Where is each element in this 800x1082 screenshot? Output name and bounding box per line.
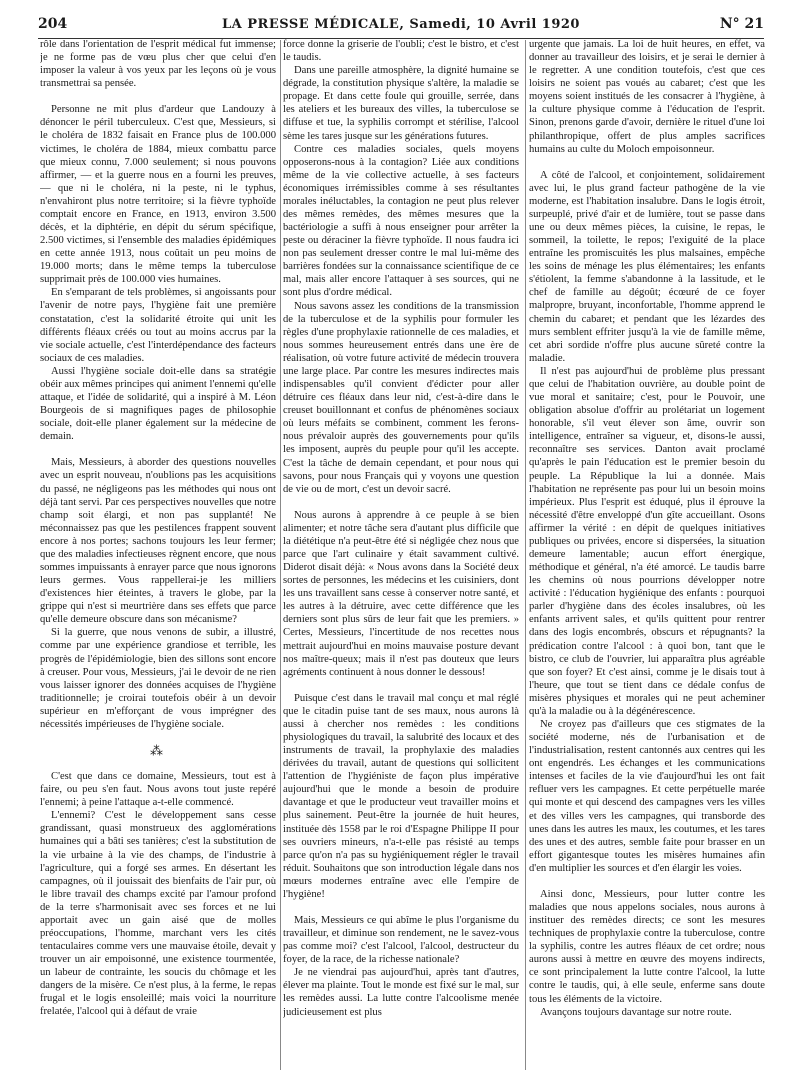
- paragraph: En s'emparant de tels problèmes, si angoissants pour l'avenir de notre pays, l'hygiène fait une première constatation, c'est la solidarité étroite qui unit les différents fléaux créés ou tout au moins accrus par la vie sociale actuelle, c'est l'interdépendance des facteurs sociaux de ces maladies.: [40, 287, 276, 364]
- page-number: 204: [38, 16, 68, 32]
- paragraph: force donne la griserie de l'oubli; c'est le bistro, et c'est le taudis.: [283, 39, 519, 64]
- paragraph: Je ne viendrai pas aujourd'hui, après tant d'autres, élever ma plainte. Tout le monde est fixé sur le mal, sur les remèdes aussi. La lutte contre l'alcoolisme menée judicieusement est plus: [283, 967, 519, 1018]
- paragraph: Contre ces maladies sociales, quels moyens opposerons-nous à la contagion? Liée aux conditions même de la vie collective actuelle, à ses facteurs économiques irrémissibles comme à ses résultantes morales inéluctables, la contagion ne peut plus relever des mêmes remèdes, des mêmes mesures que la bactériologie a suffi à nous enseigner pour arrêter la peste ou déraciner la fièvre typhoïde. Il nous faudra ici non pas seulement dresser contre le mal lui-même des barrières fondées sur la connaissance scientifique de ce mal, mais aller encore l'attaquer à ses sources, qui ne sont plus d'ordre médical.: [283, 143, 519, 299]
- paragraph: Ne croyez pas d'ailleurs que ces stigmates de la société moderne, nés de l'urbanisation et de l'industrialisation, restent cantonnés aux centres qui les ont engendrés. Les échanges et les communications intenses et faciles de la vie d'aujourd'hui les ont fait refluer vers les campagnes. Et cette perpétuelle marée qui monte et qui descend des campagnes vers les villes et des villes vers les campagnes, qui transborde des unes dans les autres les maux, les coutumes, et les tares des unes et des autres, semble faite pour brasser en un effort gigantesque toutes les misères humaines afin d'en multiplier les sources et d'en élargir les voies.: [529, 718, 765, 874]
- paragraph: Il n'est pas aujourd'hui de problème plus pressant que celui de l'habitation ouvrière, au double point de vue moral et sanitaire; c'est, pour le Pouvoir, une obligation absolue d'offrir au prolétariat un logement honorable, s'il veut élever son âme, ouvrir son intelligence, entraîner sa vigueur, et, disons-le aussi, reconnaître ses services. Danton avait proclamé qu'après le pain l'éducation est le premier besoin du peuple. La République la lui a donnée. Mais l'habitation ne représente pas pour lui un besoin moins impérieux. Plus l'esprit est éduqué, plus il éprouve la nécessité d'être enveloppé d'un gîte accueillant. Osons affirmer la vérité : en dépit de quelques initiatives publiques ou privées, encore si dispersées, la situation demeure lamentable; aucun effort énergique, méthodique et général, n'a été amorcé. Le taudis barre les chemins où nous pourrions développer notre activité : l'éducation hygiénique des enfants : pourquoi parler d'hygiène dans des écoles insalubres, où les enfants arrivent sales, et qu'ils quittent pour rentrer dans des logis encombrés, obscurs et répugnants? la prédication contre l'alcool : à quoi bon, tant que le bistro, ce club de l'ouvrier, lui apparaîtra plus agréable que son foyer? Et c'est ainsi, comme je le disais tout à l'heure, que tout se tient dans ce dédale confus de misères physiques et morales qui ne peut acheminer qu'à la maladie ou à la dégénérescence.: [529, 365, 765, 717]
- paragraph: Dans une pareille atmosphère, la dignité humaine se dégrade, la constitution physique s'altère, la maladie se propage. Et dans cette foule qui grouille, serrée, dans les ateliers et les bureaux des villes, la tuberculose se diffuse et tue, la syphilis corrompt et stérilise, l'alcool sème les tares jusque sur les générations futures.: [283, 65, 519, 142]
- paragraph: Mais, Messieurs ce qui abîme le plus l'organisme du travailleur, et diminue son rendement, ne le savez-vous pas comme moi? c'est l'alcool, l'alcool, destructeur du foyer, de la race, de la richesse nationale?: [283, 915, 519, 966]
- paragraph: Nous aurons à apprendre à ce peuple à se bien alimenter; et notre tâche sera d'autant plus difficile que la diététique n'a peut-être été si négligée chez nous que parce que l'art culinaire y était savamment cultivé. Diderot disait déjà: « Nous avons dans la Société deux sortes de personnes, les médecins et les cuisiniers, dont les uns travaillent sans cesse à conserver notre santé, et les autres à la détruire, avec cette différence que les derniers sont plus sûrs de leur fait que les premiers. » Certes, Messieurs, l'incertitude de nos recettes nous mettrait aujourd'hui en moins mauvaise posture devant nos maître-queux; mais il n'est pas douteux que leurs agréments continuent à nous donner le dessous!: [283, 509, 519, 678]
- paragraph: Aussi l'hygiène sociale doit-elle dans sa stratégie obéir aux mêmes principes qui animent l'ennemi qu'elle attaque, et l'idée de solidarité, qui a inspiré à M. Léon Bourgeois de si magnifiques pages de philosophie sociale, doit-elle planer également sur la médecine de demain.: [40, 365, 276, 443]
- paragraph: Nous savons assez les conditions de la transmission de la tuberculose et de la syphilis pour formuler les règles d'une prophylaxie rationnelle de ces maladies, et nous sommes heureusement entrés dans une ère de réalisation, où votre future activité de médecin trouvera une large place. Par contre les mesures indirectes mais indispensables qu'il convient d'édicter pour aller détruire ces fléaux dans leur nid, c'est-à-dire dans le creuset bouillonnant et confus de phénomènes sociaux où leurs méfaits se combinent, comment les ferons-nous prévaloir auprès des gouvernements pour qu'ils les imposent, auprès du peuple pour qu'il les accepte. C'est la tâche de demain cependant, et pour nous qui savons, pour nous Français qui y voyons une question de vie ou de mort, c'est un devoir sacré.: [283, 300, 519, 495]
- paragraph: Ainsi donc, Messieurs, pour lutter contre les maladies que nous appelons sociales, nous aurons à instituer des remèdes directs; ce sont les mesures techniques de prophylaxie contre la tuberculose, contre la syphilis, contre les autres fléaux de cet ordre; nous aurons aussi à mettre en œuvre des moyens indirects, ce sont principalement la lutte contre l'alcool, la lutte contre le taudis, qui, à elle seule, enferme sans doute tous les éléments de la victoire.: [529, 888, 765, 1005]
- paragraph: Avançons toujours davantage sur notre route.: [540, 1006, 732, 1018]
- text-column-3: [529, 38, 765, 1073]
- column-divider: [280, 40, 281, 1070]
- running-header: [38, 16, 764, 39]
- paragraph: C'est que dans ce domaine, Messieurs, tout est à faire, ou peu s'en faut. Nous avons tout juste repéré l'ennemi; à peine l'attaque a-t-elle commencé.: [40, 771, 276, 809]
- paragraph: A côté de l'alcool, et conjointement, solidairement avec lui, le plus grand facteur pathogène de la vie moderne, est l'habitation insalubre. Dans le logis étroit, surpeuplé, privé d'air et de lumière, tout se passe dans une ou deux mêmes pièces, la cuisine, le repas, le sommeil, la toilette, le repos; l'exiguité de la place entraîne les promiscuités les plus malsaines, empêche les soins de ménage les plus élémentaires; les enfants s'étiolent, la femme s'abandonne à la lassitude, et le chef de famille au dégoût; écœuré de ce foyer malpropre, bruyant, inconfortable, l'homme apprend le chemin du cabaret; et pendant que les lézardes des murs semblent effriter jusqu'à la vie de famille même, cet abri sordide n'offre plus aucune sûreté contre la maladie.: [529, 169, 765, 364]
- paragraph: L'ennemi? C'est le développement sans cesse grandissant, quasi monstrueux des agglomérations humaines qui a bâti ses tanières; c'est la substitution de la vie urbaine à la vie des champs, de l'industrie à l'agriculture, qui a forgé ses armes. En désertant les campagnes, où il jouissait des bienfaits de l'air pur, où le libre travail des champs excité par l'amour profond de la terre s'harmonisait avec ses forces et ne lui apportait avec un gain aisé que de molles préoccupations, l'homme, marchant vers les cités tentaculaires comme vers une mauvaise étoile, devait y trouver un air empoisonné, une existence tourmentée, un labeur de contrainte, les soucis du chômage et les dangers de la misère. Ce n'est plus, à la ferme, le repas frugal et le logis ensoleillé; mais voici la nourriture frelatée, l'alcool qui à défaut de vraie: [40, 810, 276, 1018]
- paragraph: urgente que jamais. La loi de huit heures, en effet, va donner au travailleur des loisirs, et je serai le dernier à le regretter. A une condition toutefois, c'est que ces loisirs ne soient pas voués au cabaret; c'est que les moyens soient institués de les consacrer à l'hygiène, à la culture physique comme à l'éducation de l'esprit. Sinon, prenons garde d'avoir, dernière le rituel d'une loi philanthropique, offert de plus amples sacrifices humains au culte du Moloch empoisonneur.: [529, 39, 765, 155]
- section-separator: ⁂: [150, 742, 166, 758]
- paragraph: rôle dans l'orientation de l'esprit médical fut immense; je ne forme pas de vœu plus cher que celui d'en imposer la valeur à vos yeux par les leçons où je vous transmettrai sa pensée.: [40, 39, 276, 90]
- paragraph: Si la guerre, que nous venons de subir, a illustré, comme par une expérience grandiose et terrible, les progrès de l'épidémiologie, bien des sillons sont encore à creuser. Pour vous, Messieurs, j'ai le devoir de ne rien vous laisser ignorer des données acquises de l'hygiène traditionnelle; je croirai toutefois obéir à un devoir supérieur en m'efforçant de vous imprégner des nécessités impérieuses de l'hygiène sociale.: [40, 627, 276, 730]
- column-divider: [525, 40, 526, 1070]
- paragraph: Mais, Messieurs, à aborder des questions nouvelles avec un esprit nouveau, n'oublions pas les acquisitions du passé, ne négligeons pas les méthodes qui nous ont déjà tant servi. Par ces perspectives nouvelles que notre champ soit élargi, et non pas supplanté! Ne méconnaissez pas que les pestilences frappent souvent encore à nos portes; sachons toujours les leur fermer; que des maladies infectieuses règnent encore, que nous sommes impuissants à enrayer parce que nous ignorons leurs germes. Vous rappellerai-je les milliers d'existences hier éteintes, à travers le globe, par la grippe qui n'est si meurtrière dans ses effets que parce qu'elle demeure obscure dans son mécanisme?: [40, 457, 276, 626]
- issue-number: N° 21: [719, 16, 764, 32]
- text-column-2: [283, 38, 519, 1073]
- paragraph: Personne ne mit plus d'ardeur que Landouzy à dénoncer le péril tuberculeux. C'est que, Messieurs, si le choléra de 1832 faisait en France plus de 100.000 victimes, le choléra de 1884, mieux combattu parce que mieux connu, 7.000 seulement; si nous pouvons affirmer, — et la guerre nous en a fourni les preuves, — que ni le choléra, ni la peste, ni le typhus, n'envahiront plus notre territoire; si la fièvre typhoïde comptait encore en France, en 1913, environ 3.500 décès, et la diphtérie, en dépit du sérum spécifique, 2.500 victimes, si l'ensemble des maladies épidémiques en cette année 1913, nous coûtait un peu moins de 19.000 morts; dans le même temps la tuberculose supprimait près de 100.000 vies humaines.: [40, 104, 276, 286]
- text-column-1: [40, 38, 276, 1073]
- paragraph: Puisque c'est dans le travail mal conçu et mal réglé que le citadin puise tant de ses maux, nous aurons là aussi à chercher nos remèdes : les conditions physiologiques du travail, la salubrité des locaux et des instruments de travail, la prophylaxie des maladies dérivées du travail, autant de questions qui sollicitent l'attention de l'hygiéniste de façon plus impérative aujourd'hui que le monde a besoin de produire davantage et que le producteur veut travailler moins et plus sainement. Peut-être la journée de huit heures, instituée dès 1558 par le roi d'Espagne Philippe II pour ses ouvriers mineurs, n'a-t-elle pas résisté au temps parce qu'on n'a pas su hygiéniquement régler le travail réduit. Souhaitons que son introduction légale dans nos mœurs modernes entraîne avec elle l'empire de l'hygiène!: [283, 692, 519, 900]
- journal-title: LA PRESSE MÉDICALE, Samedi, 10 Avril 1920: [222, 17, 580, 32]
